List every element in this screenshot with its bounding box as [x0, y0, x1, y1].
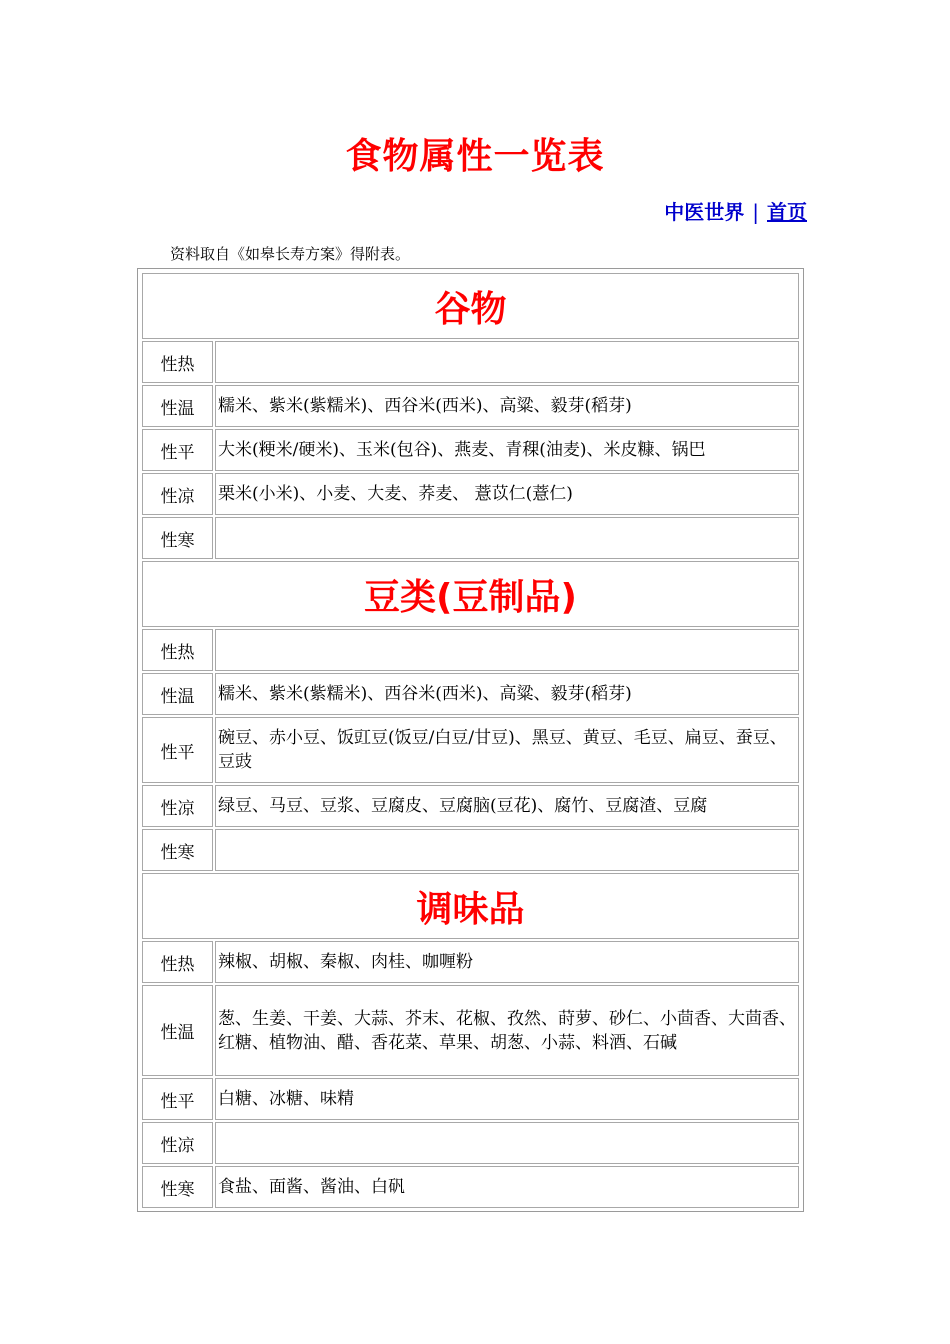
food-list: 大米(粳米/硬米)、玉米(包谷)、燕麦、青稞(油麦)、米皮糠、锅巴 — [215, 429, 799, 471]
food-property-table — [140, 271, 801, 1210]
table-row — [142, 517, 799, 559]
table-row — [142, 1122, 799, 1164]
food-list — [215, 1122, 799, 1164]
property-label: 性热 — [142, 941, 213, 983]
nav-separator: | — [752, 200, 759, 224]
property-label: 性寒 — [142, 517, 213, 559]
property-label: 性温 — [142, 985, 213, 1076]
food-list: 碗豆、赤小豆、饭豇豆(饭豆/白豆/甘豆)、黑豆、黄豆、毛豆、扁豆、蚕豆、豆豉 — [215, 717, 799, 783]
table-row — [142, 985, 799, 1076]
food-list: 辣椒、胡椒、秦椒、肉桂、咖喱粉 — [215, 941, 799, 983]
food-list: 绿豆、马豆、豆浆、豆腐皮、豆腐脑(豆花)、腐竹、豆腐渣、豆腐 — [215, 785, 799, 827]
table-row — [142, 473, 799, 515]
section-header-grains: 谷物 — [142, 273, 799, 339]
section-header-seasonings: 调味品 — [142, 873, 799, 939]
food-list: 食盐、面酱、酱油、白矾 — [215, 1166, 799, 1208]
property-label: 性热 — [142, 341, 213, 383]
property-label: 性平 — [142, 717, 213, 783]
property-label: 性寒 — [142, 829, 213, 871]
property-label: 性温 — [142, 673, 213, 715]
property-label: 性凉 — [142, 1122, 213, 1164]
food-list — [215, 517, 799, 559]
food-list — [215, 829, 799, 871]
table-row — [142, 385, 799, 427]
property-label: 性寒 — [142, 1166, 213, 1208]
table-row — [142, 941, 799, 983]
site-link[interactable]: 中医世界 — [664, 200, 745, 224]
site-nav — [664, 196, 807, 225]
page-title: 食物属性一览表 — [345, 136, 605, 177]
table-row — [142, 629, 799, 671]
table-row — [142, 341, 799, 383]
table-row — [142, 673, 799, 715]
home-link[interactable]: 首页 — [767, 200, 807, 224]
property-label: 性平 — [142, 429, 213, 471]
table-row — [142, 429, 799, 471]
table-row — [142, 1166, 799, 1208]
food-list: 葱、生姜、干姜、大蒜、芥末、花椒、孜然、莳萝、砂仁、小茴香、大茴香、红糖、植物油、醋、香花菜、草果、胡葱、小蒜、料酒、石碱 — [215, 985, 799, 1076]
food-list: 糯米、紫米(紫糯米)、西谷米(西米)、高粱、毅芽(稻芽) — [215, 673, 799, 715]
table-row — [142, 829, 799, 871]
source-note: 资料取自《如皋长寿方案》得附表。 — [170, 245, 411, 263]
table-row — [142, 1078, 799, 1120]
property-label: 性凉 — [142, 785, 213, 827]
section-header-beans: 豆类(豆制品) — [142, 561, 799, 627]
food-list: 糯米、紫米(紫糯米)、西谷米(西米)、高粱、毅芽(稻芽) — [215, 385, 799, 427]
table-row — [142, 785, 799, 827]
property-label: 性温 — [142, 385, 213, 427]
property-label: 性热 — [142, 629, 213, 671]
property-label: 性凉 — [142, 473, 213, 515]
food-list: 白糖、冰糖、味精 — [215, 1078, 799, 1120]
food-property-table-frame — [137, 268, 804, 1212]
table-row — [142, 717, 799, 783]
food-list — [215, 341, 799, 383]
property-label: 性平 — [142, 1078, 213, 1120]
food-list: 栗米(小米)、小麦、大麦、荞麦、 薏苡仁(薏仁) — [215, 473, 799, 515]
food-list — [215, 629, 799, 671]
